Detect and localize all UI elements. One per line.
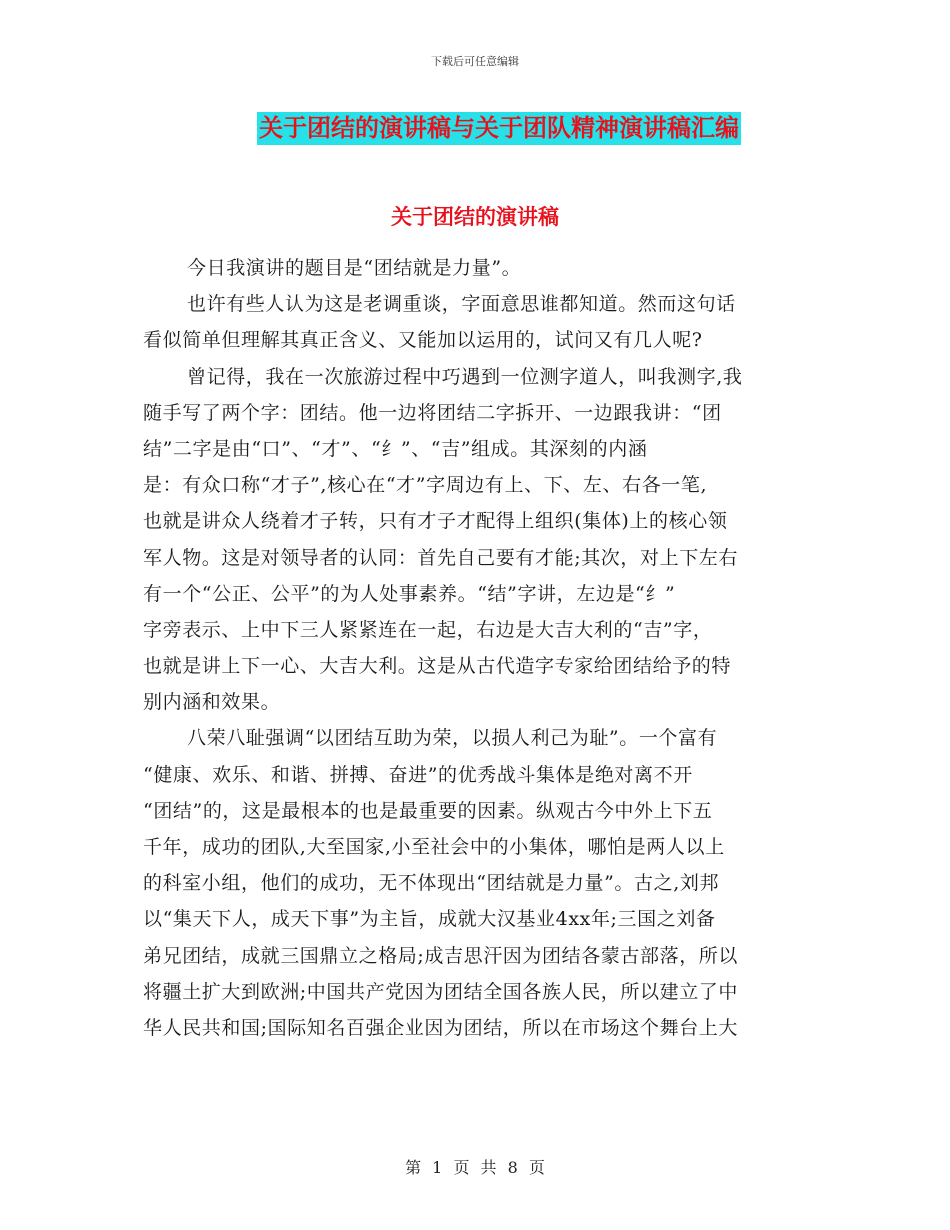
text-line: 看似简单但理解其真正含义、又能加以运用的，试问又有几人呢? xyxy=(143,329,703,352)
text-line: “健康、欢乐、和谐、拼搏、奋进”的优秀战斗集体是绝对离不开 xyxy=(143,763,693,786)
text-line: 以“集天下人，成天下事”为主旨，成就大汉基业4xx年;三国之刘备 xyxy=(143,908,716,931)
text-line: 结”二字是由“口”、“才”、“纟”、“吉”组成。其深刻的内涵 xyxy=(143,437,648,460)
text-line: 字旁表示、上中下三人紧紧连在一起，右边是大吉大利的“吉”字， xyxy=(143,618,713,641)
text-line: 有一个“公正、公平”的为人处事素养。“结”字讲，左边是“纟” xyxy=(143,582,676,605)
text-line: 也就是讲众人绕着才子转，只有才子才配得上组织(集体)上的核心领 xyxy=(143,510,728,533)
text-line: 弟兄团结，成就三国鼎立之格局;成吉思汗因为团结各蒙古部落，所以 xyxy=(143,944,739,967)
page-footer: 第 1 页 共 8 页 xyxy=(405,1158,545,1177)
text-line: “团结”的，这是最根本的也是最重要的因素。纵观古今中外上下五 xyxy=(143,799,713,822)
document-title: 关于团结的演讲稿与关于团队精神演讲稿汇编 xyxy=(257,112,741,145)
text-line: 的科室小组，他们的成功，无不体现出“团结就是力量”。古之,刘邦 xyxy=(143,872,720,895)
text-line: 随手写了两个字：团结。他一边将团结二字拆开、一边跟我讲：“团 xyxy=(143,401,722,424)
text-line: 今日我演讲的题目是“团结就是力量”。 xyxy=(187,257,522,279)
body-text xyxy=(143,250,811,1046)
text-line: 也许有些人认为这是老调重谈，字面意思谁都知道。然而这句话 xyxy=(187,293,736,316)
text-line: 是：有众口称“才子”,核心在“才”字周边有上、下、左、右各一笔, xyxy=(143,474,708,497)
text-line: 军人物。这是对领导者的认同：首先自己要有才能;其次，对上下左右 xyxy=(143,546,739,569)
text-line: 八荣八耻强调“以团结互助为荣，以损人利己为耻”。一个富有 xyxy=(187,727,718,750)
text-line: 曾记得，我在一次旅游过程中巧遇到一位测字道人，叫我测字,我 xyxy=(187,365,743,388)
page-header: 下载后可任意编辑 xyxy=(431,55,519,68)
section-title: 关于团结的演讲稿 xyxy=(391,205,559,229)
text-line: 也就是讲上下一心、大吉大利。这是从古代造字专家给团结给予的特 xyxy=(143,655,732,678)
text-line: 华人民共和国;国际知名百强企业因为团结，所以在市场这个舞台上大 xyxy=(143,1016,739,1039)
text-line: 将疆土扩大到欧洲;中国共产党因为团结全国各族人民，所以建立了中 xyxy=(143,980,739,1003)
text-line: 千年，成功的团队,大至国家,小至社会中的小集体，哪怕是两人以上 xyxy=(143,836,725,858)
title-container xyxy=(0,112,950,145)
text-line: 别内涵和效果。 xyxy=(143,691,281,714)
